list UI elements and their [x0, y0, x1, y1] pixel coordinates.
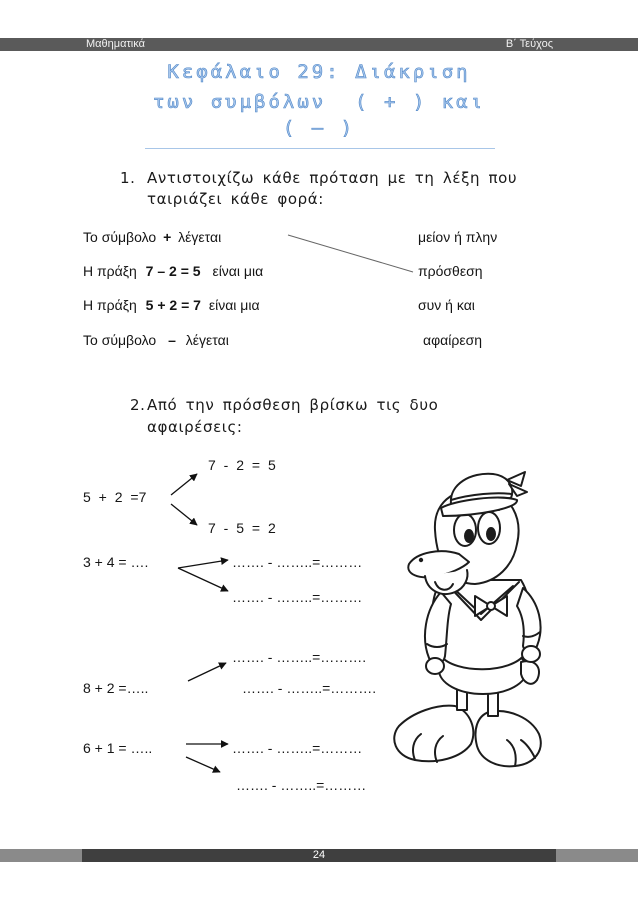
- statement-row: [83, 297, 260, 313]
- statement-row: [83, 229, 221, 245]
- answer-word: αφαίρεση: [423, 332, 483, 348]
- header-subject: Μαθηματικά: [86, 38, 145, 50]
- left-foot: [394, 706, 473, 762]
- problem-sum: 3 + 4 = ….: [83, 554, 149, 570]
- problem-arrow-down: [178, 568, 228, 591]
- title-divider: [145, 148, 495, 149]
- problem-arrow-up: [178, 560, 228, 568]
- example-arrow-up: [171, 474, 197, 495]
- statement-suffix: είναι μια: [212, 263, 264, 279]
- right-foot: [476, 711, 541, 766]
- example-subtraction: 7 - 2 = 5: [208, 457, 276, 473]
- statement-prefix: Το σύμβολο: [83, 229, 157, 245]
- example-arrow-down: [171, 504, 197, 525]
- exercise-2-number: 2.: [130, 396, 146, 414]
- statement-row: [83, 263, 263, 279]
- statement-emphasis: 5 + 2 = 7: [145, 297, 201, 313]
- chapter-title-line-3: ( – ): [282, 117, 356, 139]
- problem-sum: 8 + 2 =…..: [83, 680, 149, 696]
- exercise-1-number: 1.: [120, 169, 136, 187]
- statement-emphasis: 7 – 2 = 5: [145, 263, 201, 279]
- statement-prefix: Η πράξη: [83, 263, 137, 279]
- exercise-2-instruction-line-1: Από την πρόσθεση βρίσκω τις δυο: [147, 396, 439, 414]
- example-sum: 5 + 2 =7: [83, 489, 147, 505]
- problem-sum: 6 + 1 = …..: [83, 740, 153, 756]
- statement-emphasis: –: [168, 332, 176, 348]
- answer-blank[interactable]: ……. - ……..=………: [232, 740, 363, 756]
- problem-arrow-down: [186, 757, 220, 772]
- statement-suffix: είναι μια: [208, 297, 260, 313]
- statement-prefix: Το σύμβολο: [83, 332, 157, 348]
- statement-row: [83, 332, 229, 348]
- header-volume: Β΄ Τεύχος: [505, 38, 553, 50]
- answer-blank[interactable]: ……. - ……..=………: [232, 589, 363, 605]
- matching-line: [288, 235, 413, 272]
- answer-blank[interactable]: ……. - ……..=……….: [232, 649, 367, 665]
- statement-emphasis: +: [163, 229, 172, 245]
- exercise-2-instruction-line-2: αφαιρέσεις:: [147, 418, 243, 436]
- answer-blank[interactable]: ……. - ……..=………: [232, 554, 363, 570]
- page-number: 24: [312, 849, 326, 861]
- answer-blank[interactable]: ……. - ……..=………: [236, 777, 367, 793]
- answer-word: πρόσθεση: [418, 263, 483, 279]
- chapter-title-line-1: Κεφάλαιο 29: Διάκριση: [167, 61, 471, 83]
- statement-prefix: Η πράξη: [83, 297, 137, 313]
- answer-word: μείον ή πλην: [418, 229, 498, 245]
- exercise-1-instruction-line-1: Αντιστοιχίζω κάθε πρόταση με τη λέξη που: [147, 169, 518, 187]
- chapter-title-line-2: των συμβόλων ( + ) και: [152, 91, 486, 113]
- example-subtraction: 7 - 5 = 2: [208, 520, 276, 536]
- statement-suffix: λέγεται: [178, 229, 222, 245]
- answer-word: συν ή και: [418, 297, 475, 313]
- statement-suffix: λέγεται: [185, 332, 229, 348]
- duck-illustration: [385, 468, 545, 784]
- answer-blank[interactable]: ……. - ……..=……….: [242, 680, 377, 696]
- exercise-1-instruction-line-2: ταιριάζει κάθε φορά:: [147, 190, 324, 208]
- problem-arrow-up: [188, 663, 226, 681]
